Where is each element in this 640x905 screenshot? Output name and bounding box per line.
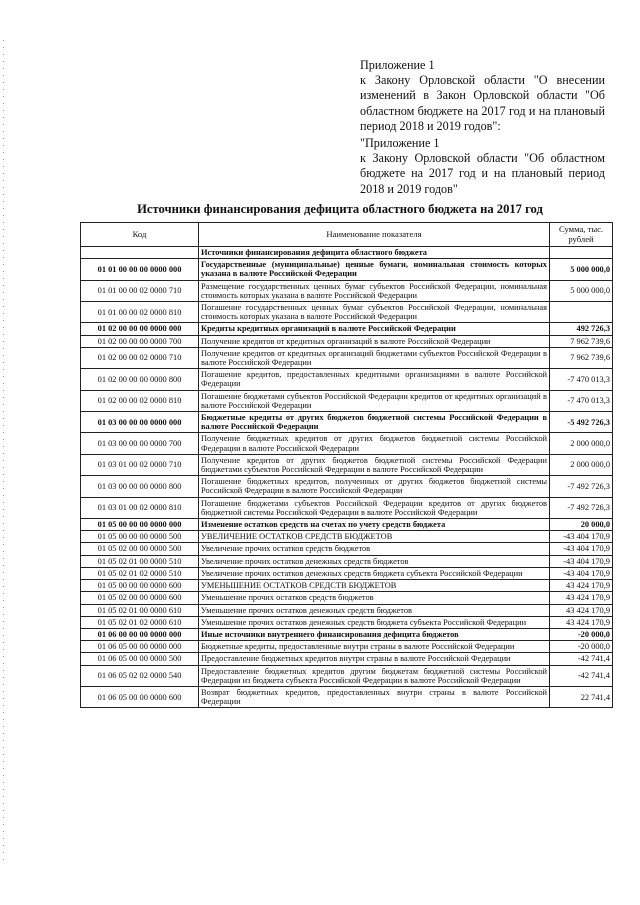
amount-cell: 43 424 170,9 bbox=[550, 592, 613, 604]
document-title: Источники финансирования дефицита областного бюджета на 2017 год bbox=[137, 202, 543, 216]
table-row bbox=[81, 653, 613, 665]
amount-cell: 43 424 170,9 bbox=[550, 580, 613, 592]
table-row bbox=[81, 519, 613, 531]
code-cell: 01 01 00 00 00 0000 000 bbox=[81, 259, 199, 280]
header-name: Наименование показателя bbox=[199, 223, 550, 247]
name-cell: Увеличение прочих остатков средств бюджетов bbox=[199, 543, 550, 555]
budget-table bbox=[80, 222, 613, 708]
amount-cell bbox=[550, 302, 613, 323]
amount-cell: 22 741,4 bbox=[550, 686, 613, 707]
table-row bbox=[81, 543, 613, 555]
name-cell: Уменьшение прочих остатков денежных средств бюджета субъекта Российской Федерации bbox=[199, 616, 550, 628]
amount-cell: -43 404 170,9 bbox=[550, 567, 613, 579]
name-cell: Размещение государственных ценных бумаг субъектов Российской Федерации, номинальная стоимость которых указана в валюте Российской Федерации bbox=[199, 280, 550, 301]
table-row bbox=[81, 247, 613, 259]
code-cell: 01 02 00 00 00 0000 000 bbox=[81, 323, 199, 335]
table-row bbox=[81, 347, 613, 368]
amount-cell: 43 424 170,9 bbox=[550, 616, 613, 628]
table-row bbox=[81, 641, 613, 653]
name-cell: Погашение государственных ценных бумаг субъектов Российской Федерации, номинальная стоимость которых указана в валюте Российской Федерации bbox=[199, 302, 550, 323]
code-cell: 01 05 02 01 00 0000 610 bbox=[81, 604, 199, 616]
table-row bbox=[81, 259, 613, 280]
table-row bbox=[81, 454, 613, 475]
name-cell: Бюджетные кредиты от других бюджетов бюджетной системы Российской Федерации в валюте Российской Федерации bbox=[199, 412, 550, 433]
table-row bbox=[81, 531, 613, 543]
amount-cell: -7 492 726,3 bbox=[550, 497, 613, 518]
table-row bbox=[81, 412, 613, 433]
table-row bbox=[81, 604, 613, 616]
appendix-header-2 bbox=[360, 136, 605, 197]
code-cell: 01 05 02 01 00 0000 510 bbox=[81, 555, 199, 567]
header-amount: Сумма, тыс. рублей bbox=[550, 223, 613, 247]
table-row bbox=[81, 616, 613, 628]
code-cell: 01 05 02 01 02 0000 510 bbox=[81, 567, 199, 579]
table-row bbox=[81, 369, 613, 390]
amount-cell: -42 741,4 bbox=[550, 665, 613, 686]
code-cell: 01 02 00 00 02 0000 710 bbox=[81, 347, 199, 368]
name-cell: Погашение бюджетами субъектов Российской Федерации кредитов от кредитных организаций в валюте Российской Федерации bbox=[199, 390, 550, 411]
code-cell: 01 05 02 01 02 0000 610 bbox=[81, 616, 199, 628]
amount-cell bbox=[550, 247, 613, 259]
name-cell: УВЕЛИЧЕНИЕ ОСТАТКОВ СРЕДСТВ БЮДЖЕТОВ bbox=[199, 531, 550, 543]
name-cell: Увеличение прочих остатков денежных средств бюджета субъекта Российской Федерации bbox=[199, 567, 550, 579]
amount-cell: -42 741,4 bbox=[550, 653, 613, 665]
table-row bbox=[81, 628, 613, 640]
table-row bbox=[81, 433, 613, 454]
amount-cell: 20 000,0 bbox=[550, 519, 613, 531]
amount-cell: 5 000 000,0 bbox=[550, 280, 613, 301]
code-cell bbox=[81, 247, 199, 259]
name-cell: Увеличение прочих остатков денежных средств бюджетов bbox=[199, 555, 550, 567]
table-row bbox=[81, 686, 613, 707]
table-row bbox=[81, 567, 613, 579]
amount-cell: -7 470 013,3 bbox=[550, 369, 613, 390]
code-cell: 01 02 00 00 00 0000 800 bbox=[81, 369, 199, 390]
table-row bbox=[81, 335, 613, 347]
code-cell: 01 05 00 00 00 0000 600 bbox=[81, 580, 199, 592]
table-row bbox=[81, 302, 613, 323]
table-row bbox=[81, 592, 613, 604]
name-cell: Получение бюджетных кредитов от других бюджетов бюджетной системы Российской Федерации в валюте Российской Федерации bbox=[199, 433, 550, 454]
name-cell: Погашение кредитов, предоставленных кредитными организациями в валюте Российской Федерации bbox=[199, 369, 550, 390]
table-header-row bbox=[81, 223, 613, 247]
amount-cell: -43 404 170,9 bbox=[550, 555, 613, 567]
code-cell: 01 06 00 00 00 0000 000 bbox=[81, 628, 199, 640]
name-cell: Возврат бюджетных кредитов, предоставленных внутри страны в валюте Российской Федерации bbox=[199, 686, 550, 707]
code-cell: 01 02 00 00 02 0000 810 bbox=[81, 390, 199, 411]
code-cell: 01 03 00 00 00 0000 800 bbox=[81, 476, 199, 497]
amount-cell: -7 492 726,3 bbox=[550, 476, 613, 497]
code-cell: 01 03 01 00 02 0000 710 bbox=[81, 454, 199, 475]
amount-cell: 43 424 170,9 bbox=[550, 604, 613, 616]
code-cell: 01 05 00 00 00 0000 500 bbox=[81, 531, 199, 543]
amount-cell: 5 000 000,0 bbox=[550, 259, 613, 280]
name-cell: УМЕНЬШЕНИЕ ОСТАТКОВ СРЕДСТВ БЮДЖЕТОВ bbox=[199, 580, 550, 592]
amount-cell: -43 404 170,9 bbox=[550, 531, 613, 543]
code-cell: 01 06 05 00 00 0000 500 bbox=[81, 653, 199, 665]
code-cell: 01 05 02 00 00 0000 600 bbox=[81, 592, 199, 604]
name-cell: Предоставление бюджетных кредитов внутри страны в валюте Российской Федерации bbox=[199, 653, 550, 665]
table-row bbox=[81, 497, 613, 518]
table-row bbox=[81, 280, 613, 301]
name-cell: Уменьшение прочих остатков средств бюджетов bbox=[199, 592, 550, 604]
code-cell: 01 03 01 00 02 0000 810 bbox=[81, 497, 199, 518]
code-cell: 01 05 02 00 00 0000 500 bbox=[81, 543, 199, 555]
code-cell: 01 06 05 00 00 0000 000 bbox=[81, 641, 199, 653]
name-cell: Государственные (муниципальные) ценные бумаги, номинальная стоимость которых указана в валюте Российской Федерации bbox=[199, 259, 550, 280]
amount-cell: 7 962 739,6 bbox=[550, 347, 613, 368]
code-cell: 01 02 00 00 00 0000 700 bbox=[81, 335, 199, 347]
amount-cell: -43 404 170,9 bbox=[550, 543, 613, 555]
code-cell: 01 06 05 00 00 0000 600 bbox=[81, 686, 199, 707]
code-cell: 01 03 00 00 00 0000 700 bbox=[81, 433, 199, 454]
name-cell: Получение кредитов от других бюджетов бюджетной системы Российской Федерации бюджетами субъектов Российской Федерации в валюте Российской Федерации bbox=[199, 454, 550, 475]
appendix-header bbox=[360, 58, 605, 134]
code-cell: 01 03 00 00 00 0000 000 bbox=[81, 412, 199, 433]
name-cell: Изменение остатков средств на счетах по учету средств бюджета bbox=[199, 519, 550, 531]
name-cell: Получение кредитов от кредитных организаций бюджетами субъектов Российской Федерации в валюте Российской Федерации bbox=[199, 347, 550, 368]
name-cell: Погашение бюджетами субъектов Российской Федерации кредитов от других бюджетов бюджетной системы Российской Федерации в валюте Российской Федерации bbox=[199, 497, 550, 518]
code-cell: 01 01 00 00 02 0000 810 bbox=[81, 302, 199, 323]
code-cell: 01 01 00 00 02 0000 710 bbox=[81, 280, 199, 301]
table-row bbox=[81, 555, 613, 567]
appendix-note-2: "Приложение 1 bbox=[360, 136, 440, 150]
header-code: Код bbox=[81, 223, 199, 247]
appendix-note: Приложение 1 bbox=[360, 58, 435, 72]
code-cell: 01 06 05 02 02 0000 540 bbox=[81, 665, 199, 686]
name-cell: Погашение бюджетных кредитов, полученных от других бюджетов бюджетной системы Российской Федерации в валюте Российской Федерации bbox=[199, 476, 550, 497]
appendix-text-2: к Закону Орловской области "Об областном бюджете на 2017 год и на плановый период 2018 и 2019 годов" bbox=[360, 151, 605, 196]
name-cell: Получение кредитов от кредитных организаций в валюте Российской Федерации bbox=[199, 335, 550, 347]
amount-cell: 2 000 000,0 bbox=[550, 433, 613, 454]
table-row bbox=[81, 323, 613, 335]
amount-cell: -20 000,0 bbox=[550, 641, 613, 653]
table-row bbox=[81, 665, 613, 686]
margin-dotted-line bbox=[3, 40, 4, 860]
name-cell: Бюджетные кредиты, предоставленные внутри страны в валюте Российской Федерации bbox=[199, 641, 550, 653]
code-cell: 01 05 00 00 00 0000 000 bbox=[81, 519, 199, 531]
amount-cell: 2 000 000,0 bbox=[550, 454, 613, 475]
appendix-text: к Закону Орловской области "О внесении изменений в Закон Орловской области "Об областном бюджете на 2017 год и на плановый период 2018 и 2019 годов": bbox=[360, 73, 605, 133]
table-row bbox=[81, 476, 613, 497]
name-cell: Источники финансирования дефицита областного бюджета bbox=[199, 247, 550, 259]
name-cell: Предоставление бюджетных кредитов другим бюджетам бюджетной системы Российской Федерации из бюджета субъекта Российской Федерации в валюте Российской Федерации bbox=[199, 665, 550, 686]
name-cell: Кредиты кредитных организаций в валюте Российской Федерации bbox=[199, 323, 550, 335]
name-cell: Иные источники внутреннего финансирования дефицита бюджетов bbox=[199, 628, 550, 640]
amount-cell: 492 726,3 bbox=[550, 323, 613, 335]
table-row bbox=[81, 580, 613, 592]
amount-cell: -5 492 726,3 bbox=[550, 412, 613, 433]
amount-cell: 7 962 739,6 bbox=[550, 335, 613, 347]
table-row bbox=[81, 390, 613, 411]
amount-cell: -20 000,0 bbox=[550, 628, 613, 640]
name-cell: Уменьшение прочих остатков денежных средств бюджетов bbox=[199, 604, 550, 616]
amount-cell: -7 470 013,3 bbox=[550, 390, 613, 411]
